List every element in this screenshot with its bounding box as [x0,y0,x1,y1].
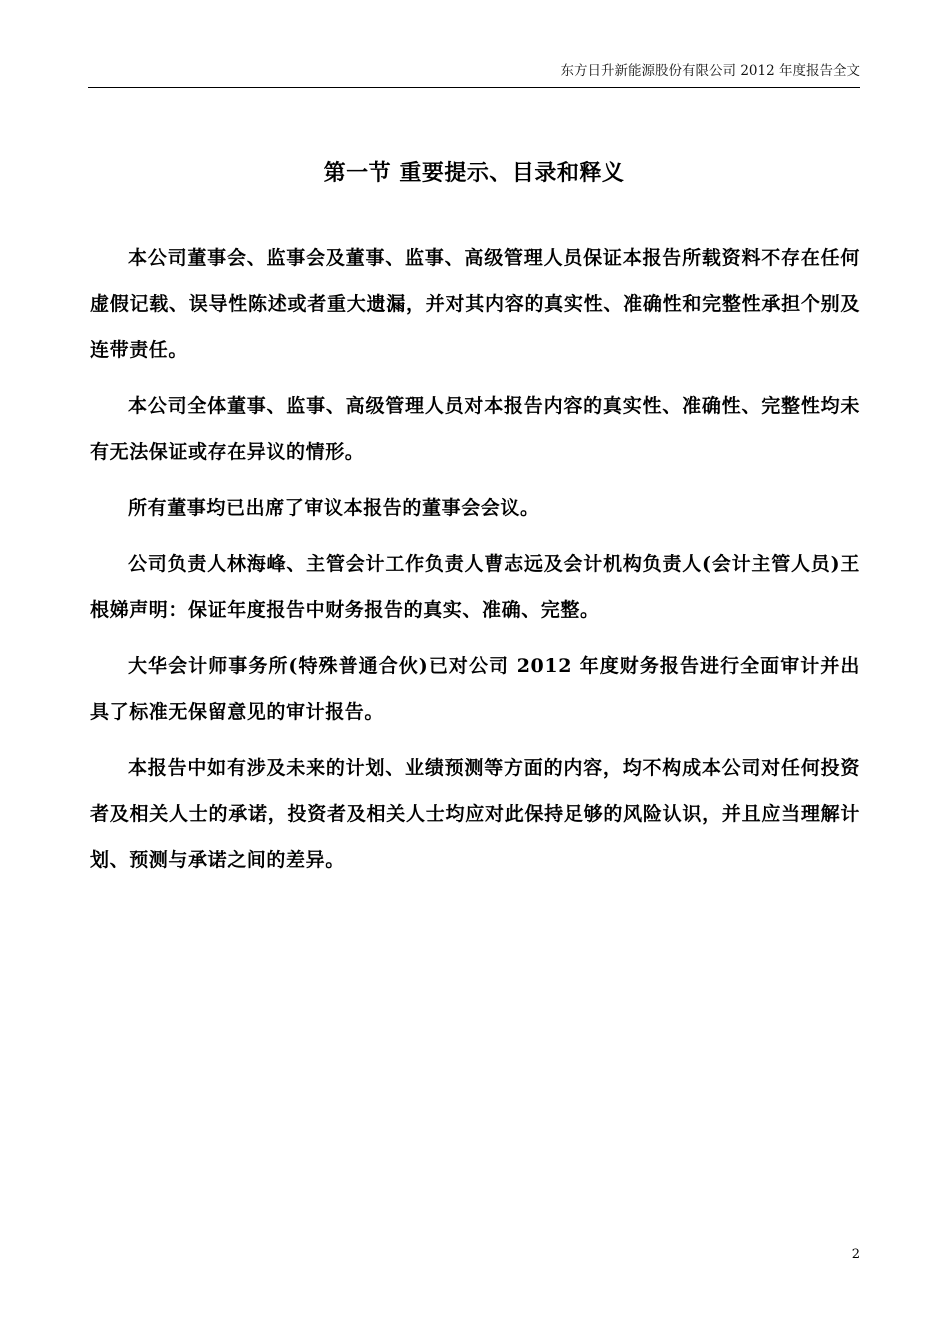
document-body [90,235,860,893]
paragraph-financial-declaration: 公司负责人林海峰、主管会计工作负责人曹志远及会计机构负责人(会计主管人员)王根娣声明：保证年度报告中财务报告的真实、准确、完整。 [90,553,860,621]
paragraph-audit-opinion: 大华会计师事务所(特殊普通合伙)已对公司 2012 年度财务报告进行全面审计并出具了标准无保留意见的审计报告。 [90,655,860,723]
header-divider [88,87,860,88]
paragraph-directors-guarantee: 本公司全体董事、监事、高级管理人员对本报告内容的真实性、准确性、完整性均未有无法保证或存在异议的情形。 [90,395,860,463]
paragraph-board-attendance: 所有董事均已出席了审议本报告的董事会会议。 [128,497,540,519]
paragraph-forward-looking-disclaimer: 本报告中如有涉及未来的计划、业绩预测等方面的内容，均不构成本公司对任何投资者及相关人士的承诺，投资者及相关人士均应对此保持足够的风险认识，并且应当理解计划、预测与承诺之间的差异。 [90,757,860,871]
section-title: 第一节 重要提示、目录和释义 [323,160,625,186]
page-number: 2 [851,1247,860,1262]
running-header: 东方日升新能源股份有限公司 2012 年度报告全文 [560,63,860,79]
paragraph-responsibility-statement: 本公司董事会、监事会及董事、监事、高级管理人员保证本报告所载资料不存在任何虚假记载、误导性陈述或者重大遗漏，并对其内容的真实性、准确性和完整性承担个别及连带责任。 [90,247,860,361]
